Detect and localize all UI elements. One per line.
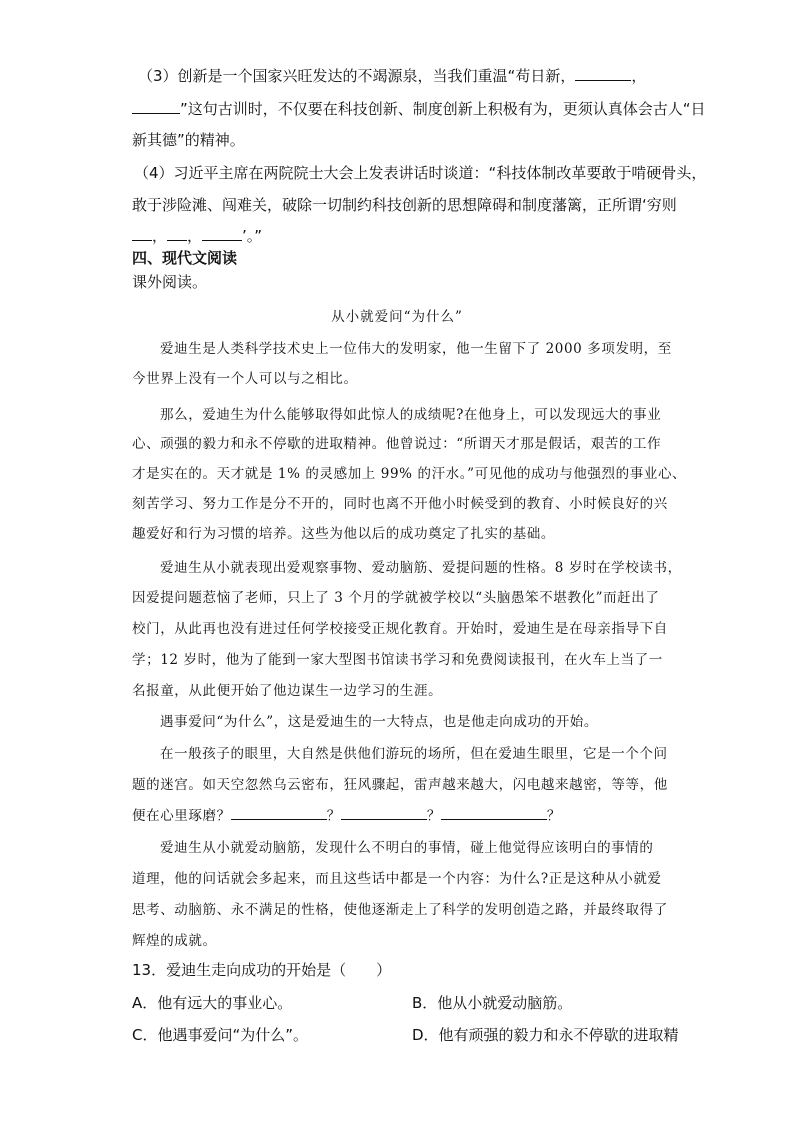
q3-line-2 (132, 99, 706, 119)
article-line: 今世界上没有一个人可以与之相比。 (132, 371, 358, 387)
fill-blank[interactable] (167, 226, 187, 241)
fill-blank[interactable] (575, 66, 631, 81)
fill-blank[interactable] (132, 226, 152, 241)
fill-blank[interactable] (202, 226, 242, 241)
q4-line-2: 敢于涉险滩、闯难关，破除一切制约科技创新的思想障碍和制度藩篱，正所谓‘穷则 (132, 196, 677, 214)
section-intro: 课外阅读。 (132, 273, 208, 291)
q13-stem: 13．爱迪生走向成功的开始是（ ） (132, 961, 392, 979)
q3-text-b: ”这句古训时，不仅要在科技创新、制度创新上积极有为，更须认真体会古人“日 (180, 100, 706, 118)
article-line: 爱迪生从小就爱动脑筋，发现什么不明白的事情，碰上他觉得应该明白的事情的 (160, 840, 654, 856)
q3-text-a: （3）创新是一个国家兴旺发达的不竭源泉，当我们重温“苟日新， (138, 67, 576, 85)
article-line: 思考、动脑筋、永不满足的性格，使他逐渐走上了科学的发明创造之路，并最终取得了 (132, 902, 668, 918)
q4-line-1: （4）习近平主席在两院院士大会上发表讲话时谈道：“科技体制改革要敢于啃硬骨头， (134, 164, 707, 182)
article-line: 道理，他的问话就会多起来，而且这些话中都是一个内容：为什么?正是这种从小就爱 (132, 871, 662, 887)
fill-blank[interactable] (231, 805, 327, 820)
q13-option-c[interactable]: C．他遇事爱问“为什么”。 (132, 1026, 309, 1044)
article-line: 辉煌的成就。 (132, 933, 217, 949)
article-line: 学；12 岁时，他为了能到一家大型图书馆读书学习和免费阅读报刊，在火车上当了一 (132, 652, 663, 668)
q4-sep: ， (152, 227, 168, 245)
article-line: 在一般孩子的眼里，大自然是供他们游玩的场所，但在爱迪生眼里，它是一个个问 (160, 746, 668, 762)
fill-blank[interactable] (132, 99, 180, 114)
q3-line-1 (138, 66, 646, 86)
article-line-with-blanks (132, 805, 561, 826)
q13-option-d[interactable]: D．他有顽强的毅力和永不停歇的进取精 (412, 1026, 679, 1044)
q13-option-a[interactable]: A．他有远大的事业心。 (132, 994, 293, 1012)
question-mark: ？ (546, 808, 562, 824)
question-mark: ？ (326, 808, 341, 824)
article-line: 爱迪生是人类科学技术史上一位伟大的发明家，他一生留下了 2000 多项发明，至 (160, 341, 672, 357)
article-line: 遇事爱问“为什么”，这是爱迪生的一大特点，也是他走向成功的开始。 (160, 714, 599, 730)
q3-comma: ， (631, 67, 647, 85)
article-line: 题的迷宫。如天空忽然乌云密布，狂风骤起，雷声越来越大，闪电越来越密，等等，他 (132, 777, 668, 793)
q13-option-b[interactable]: B．他从小就爱动脑筋。 (412, 994, 573, 1012)
article-line: 刻苦学习、努力工作是分不开的，同时也离不开他小时候受到的教育、小时候良好的兴 (132, 496, 668, 512)
section-heading: 四、现代文阅读 (132, 249, 238, 267)
question-mark: ？ (426, 808, 441, 824)
q4-line-3 (132, 226, 262, 246)
fill-blank[interactable] (441, 805, 547, 820)
article-line: 才是实在的。天才就是 1% 的灵感加上 99% 的汗水。”可见他的成功与他强烈的事业心、 (132, 466, 687, 482)
article-line: 那么，爱迪生为什么能够取得如此惊人的成绩呢?在他身上，可以发现远大的事业 (160, 407, 662, 423)
article-line: 趣爱好和行为习惯的培养。这些为他以后的成功奠定了扎实的基础。 (132, 526, 555, 542)
article-line: 心、顽强的毅力和永不停歇的进取精神。他曾说过：“所谓天才那是假话，艰苦的工作 (132, 436, 662, 452)
article-line-text: 便在心里琢磨？ (132, 808, 231, 824)
article-title: 从小就爱问“为什么” (331, 309, 463, 325)
article-line: 名报童，从此便开始了他边谋生一边学习的生涯。 (132, 683, 443, 699)
article-line: 爱迪生从小就表现出爱观察事物、爱动脑筋、爱提问题的性格。8 岁时在学校读书， (160, 560, 682, 576)
article-line: 校门，从此再也没有进过任何学校接受正规化教育。开始时，爱迪生是在母亲指导下自 (132, 621, 668, 637)
q4-end: ’。” (242, 227, 263, 245)
fill-blank[interactable] (341, 805, 427, 820)
q3-line-3: 新其德”的精神。 (132, 131, 245, 149)
article-line: 因爱提问题惹恼了老师，只上了 3 个月的学就被学校以“头脑愚笨不堪教化”而赶出了 (132, 590, 660, 606)
q4-sep: ， (187, 227, 203, 245)
